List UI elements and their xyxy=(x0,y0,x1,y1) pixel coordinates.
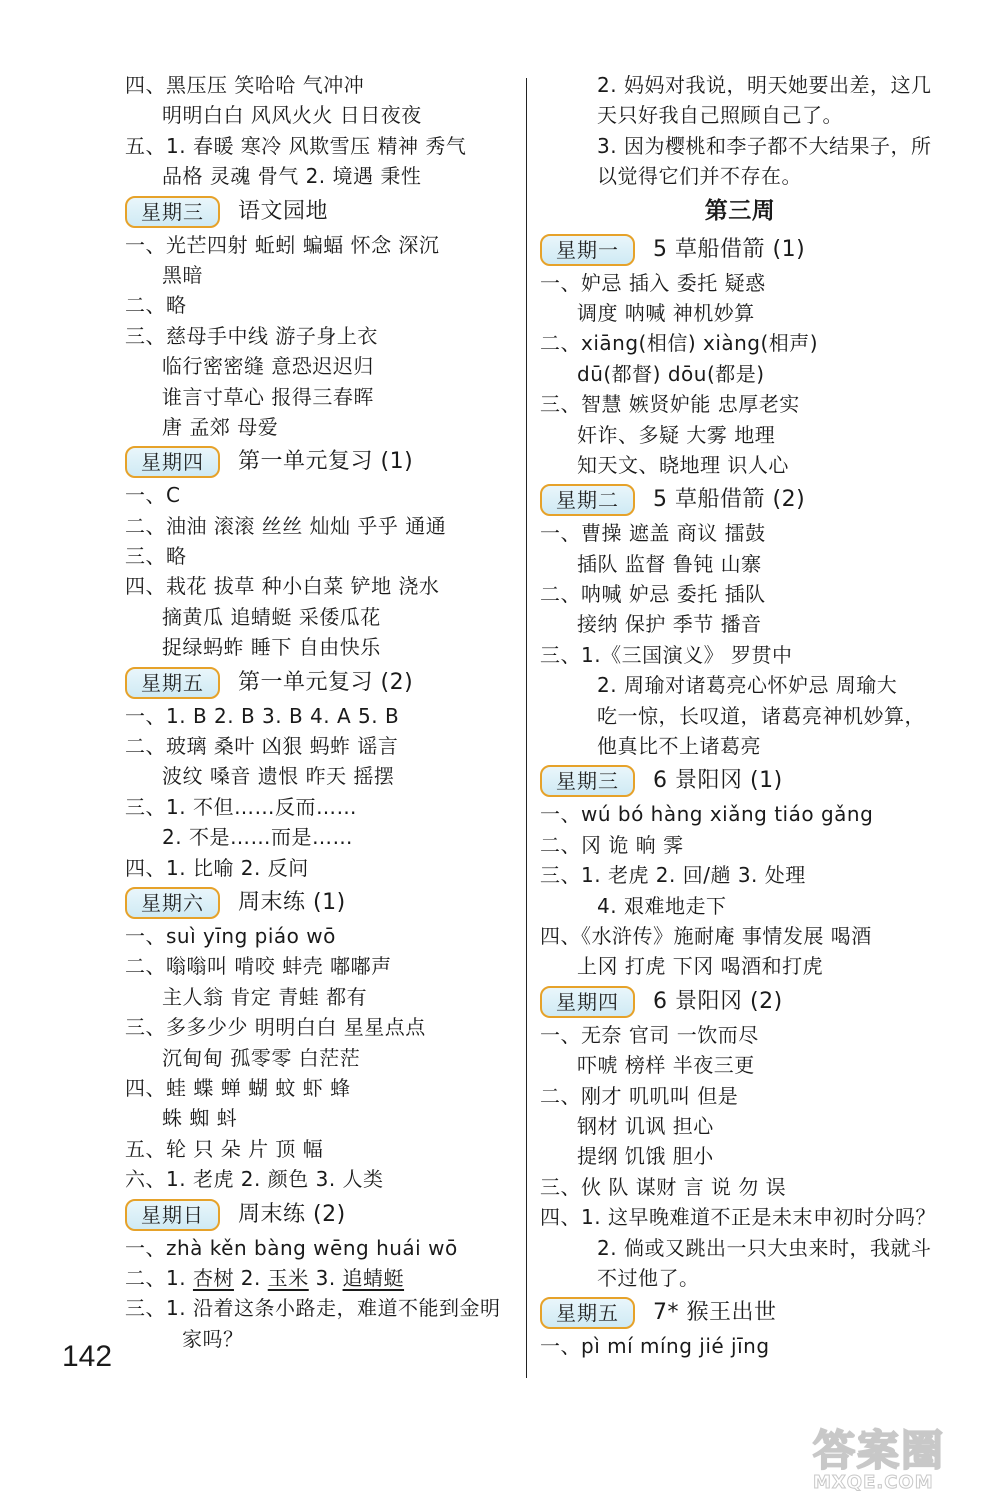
section-title: 6 景阳冈 (1) xyxy=(653,768,783,794)
answer-line: 钢材 讥讽 担心 xyxy=(577,1113,714,1138)
watermark xyxy=(813,1418,978,1493)
answer-line: 2. 倘或又跳出一只大虫来时，我就斗 xyxy=(597,1235,932,1260)
page-number: 142 xyxy=(62,1340,113,1373)
day-badge: 星期四 xyxy=(125,446,220,478)
day-badge: 星期日 xyxy=(125,1199,220,1231)
answer-line: 五、1. 春暖 寒冷 风欺雪压 精神 秀气 xyxy=(125,133,467,158)
answer-line: 三、慈母手中线 游子身上衣 xyxy=(125,323,378,348)
answer-line: 沉甸甸 孤零零 白茫茫 xyxy=(162,1045,361,1070)
answer-line: 主人翁 肯定 青蛙 都有 xyxy=(162,984,368,1009)
answer-line: 二、嗡嗡叫 啃咬 蚌壳 嘟嘟声 xyxy=(125,954,392,979)
answer-line: 蛛 蜘 蚪 xyxy=(162,1106,238,1131)
answer-line: 知天文、晓地理 识人心 xyxy=(577,452,789,477)
answer-line: 波纹 嗓音 遗恨 昨天 摇摆 xyxy=(162,764,395,789)
answer-line: 一、wú bó hàng xiǎng tiáo gǎng xyxy=(540,802,874,827)
left-column xyxy=(125,70,520,1354)
answer-line: 奸诈、多疑 大雾 地理 xyxy=(577,422,776,447)
day-section-header xyxy=(125,885,520,921)
answer-line: 黑暗 xyxy=(162,262,203,287)
underlined-answer: 追蜻蜓 xyxy=(342,1265,405,1290)
answer-line: 三、1. 不但……反而…… xyxy=(125,794,357,819)
answer-line: 唐 孟郊 母爱 xyxy=(162,414,279,439)
answer-line: 五、轮 只 朵 片 顶 幅 xyxy=(125,1136,324,1161)
answer-line: 四、黑压压 笑哈哈 气冲冲 xyxy=(125,73,365,97)
day-section-header xyxy=(125,1197,520,1233)
answer-line: 一、pì mí míng jié jīng xyxy=(540,1334,770,1359)
answer-line: dū(都督) dōu(都是) xyxy=(577,361,765,386)
watermark-logo: 答案圈 xyxy=(813,1426,946,1475)
answer-line: 3. 因为樱桃和李子都不大结果子，所 xyxy=(597,133,932,158)
day-section-header xyxy=(540,984,940,1020)
answer-line: 一、光芒四射 蚯蚓 蝙蝠 怀念 深沉 xyxy=(125,232,440,257)
answer-line: 一、无奈 官司 一饮而尽 xyxy=(540,1022,759,1047)
day-section-header xyxy=(125,194,520,230)
answer-line: 捉绿蚂蚱 睡下 自由快乐 xyxy=(162,635,381,660)
answer-line: 吓唬 榜样 半夜三更 xyxy=(577,1053,755,1078)
section-title: 7* 猴王出世 xyxy=(653,1300,777,1326)
answer-line xyxy=(125,1263,520,1293)
answer-fragment: 二、1. xyxy=(125,1265,193,1290)
day-badge: 星期二 xyxy=(540,484,635,516)
answer-line: 天只好我自己照顾自己了。 xyxy=(597,103,843,128)
answer-line: 四、1. 比喻 2. 反问 xyxy=(125,855,309,880)
answer-line: 一、suì yīng piáo wō xyxy=(125,923,336,948)
column-divider xyxy=(526,78,527,1378)
answer-line: 四、《水浒传》施耐庵 事情发展 喝酒 xyxy=(540,923,872,948)
section-title: 周末练 (2) xyxy=(238,1201,346,1227)
answer-line: 4. 艰难地走下 xyxy=(597,893,727,918)
day-section-header xyxy=(540,232,940,268)
answer-line: 三、智慧 嫉贤妒能 忠厚老实 xyxy=(540,392,800,417)
underlined-answer: 玉米 xyxy=(267,1265,309,1290)
answer-line: 一、C xyxy=(125,483,181,508)
answer-line: 以觉得它们并不存在。 xyxy=(597,164,802,189)
answer-line: 三、略 xyxy=(125,544,187,569)
day-badge: 星期四 xyxy=(540,986,635,1018)
answer-line: 四、栽花 拔草 种小白菜 铲地 浇水 xyxy=(125,574,440,599)
answer-line: 接纳 保护 季节 播音 xyxy=(577,612,762,637)
answer-fragment: 2. xyxy=(233,1265,268,1290)
day-section-header xyxy=(540,482,940,518)
answer-line: 他真比不上诸葛亮 xyxy=(597,734,761,759)
answer-line: 四、蛙 蝶 蝉 蝴 蚊 虾 蜂 xyxy=(125,1075,351,1100)
answer-line: 二、略 xyxy=(125,293,187,318)
day-section-header xyxy=(540,1295,940,1331)
answer-line: 临行密密缝 意恐迟迟归 xyxy=(162,354,374,379)
answer-line: 三、1. 沿着这条小路走，难道不能到金明 xyxy=(125,1296,501,1321)
answer-line: 2. 周瑜对诸葛亮心怀妒忌 周瑜大 xyxy=(597,673,898,698)
day-badge: 星期三 xyxy=(125,196,220,228)
section-title: 第一单元复习 (1) xyxy=(238,449,414,475)
answer-line: 三、1. 老虎 2. 回/趟 3. 处理 xyxy=(540,863,806,888)
answer-line: 三、1.《三国演义》 罗贯中 xyxy=(540,642,793,667)
right-column xyxy=(540,70,940,1362)
answer-line: 六、1. 老虎 2. 颜色 3. 人类 xyxy=(125,1167,384,1192)
section-title: 5 草船借箭 (1) xyxy=(653,236,806,262)
answer-line: 一、zhà kěn bàng wēng huái wō xyxy=(125,1235,458,1260)
section-title: 6 景阳冈 (2) xyxy=(653,988,783,1014)
answer-line: 一、曹操 遮盖 商议 擂鼓 xyxy=(540,521,766,546)
answer-line: 二、xiāng(相信) xiàng(相声) xyxy=(540,331,819,356)
week-title: 第三周 xyxy=(704,197,776,224)
watermark-url: MXQE.COM xyxy=(813,1472,934,1493)
answer-line: 调度 呐喊 神机妙算 xyxy=(577,300,755,325)
answer-line: 一、1. B 2. B 3. B 4. A 5. B xyxy=(125,703,400,728)
answer-fragment: 3. xyxy=(308,1265,343,1290)
answer-line: 三、伙 队 谋财 言 说 勿 误 xyxy=(540,1174,787,1199)
answer-line: 谁言寸草心 报得三春晖 xyxy=(162,384,374,409)
day-badge: 星期五 xyxy=(125,667,220,699)
answer-line: 2. 妈妈对我说，明天她要出差，这几 xyxy=(597,73,932,97)
answer-line: 吃一惊，长叹道，诸葛亮神机妙算， xyxy=(597,703,925,728)
section-title: 5 草船借箭 (2) xyxy=(653,487,806,513)
underlined-answer: 杏树 xyxy=(192,1265,234,1290)
answer-line: 家吗？ xyxy=(182,1326,244,1351)
answer-line: 二、呐喊 妒忌 委托 插队 xyxy=(540,582,766,607)
day-badge: 星期一 xyxy=(540,234,635,266)
answer-line: 品格 灵魂 骨气 2. 境遇 秉性 xyxy=(162,164,422,189)
answer-line: 插队 监督 鲁钝 山寨 xyxy=(577,551,762,576)
answer-line: 三、多多少少 明明白白 星星点点 xyxy=(125,1015,426,1040)
day-badge: 星期五 xyxy=(540,1297,635,1329)
section-title: 周末练 (1) xyxy=(238,889,346,915)
answer-line: 二、玻璃 桑叶 凶狠 蚂蚱 谣言 xyxy=(125,734,399,759)
answer-line: 摘黄瓜 追蜻蜓 采倭瓜花 xyxy=(162,604,381,629)
answer-line: 提纲 饥饿 胆小 xyxy=(577,1144,714,1169)
section-title: 第一单元复习 (2) xyxy=(238,669,414,695)
answer-line: 二、油油 滚滚 丝丝 灿灿 乎乎 通通 xyxy=(125,513,447,538)
day-section-header xyxy=(125,665,520,701)
answer-line: 不过他了。 xyxy=(597,1265,700,1290)
answer-line: 一、妒忌 插入 委托 疑惑 xyxy=(540,270,766,295)
answer-line: 二、刚才 叽叽叫 但是 xyxy=(540,1083,739,1108)
day-section-header xyxy=(540,763,940,799)
day-badge: 星期三 xyxy=(540,765,635,797)
answer-line: 二、冈 诡 晌 霁 xyxy=(540,832,684,857)
answer-line: 四、1. 这早晚难道不正是未末申初时分吗？ xyxy=(540,1205,936,1230)
answer-line: 上冈 打虎 下冈 喝酒和打虎 xyxy=(577,954,824,979)
day-section-header xyxy=(125,444,520,480)
day-badge: 星期六 xyxy=(125,887,220,919)
answer-line: 明明白白 风风火火 日日夜夜 xyxy=(162,103,422,128)
section-title: 语文园地 xyxy=(238,198,329,224)
answer-line: 2. 不是……而是…… xyxy=(162,825,353,850)
